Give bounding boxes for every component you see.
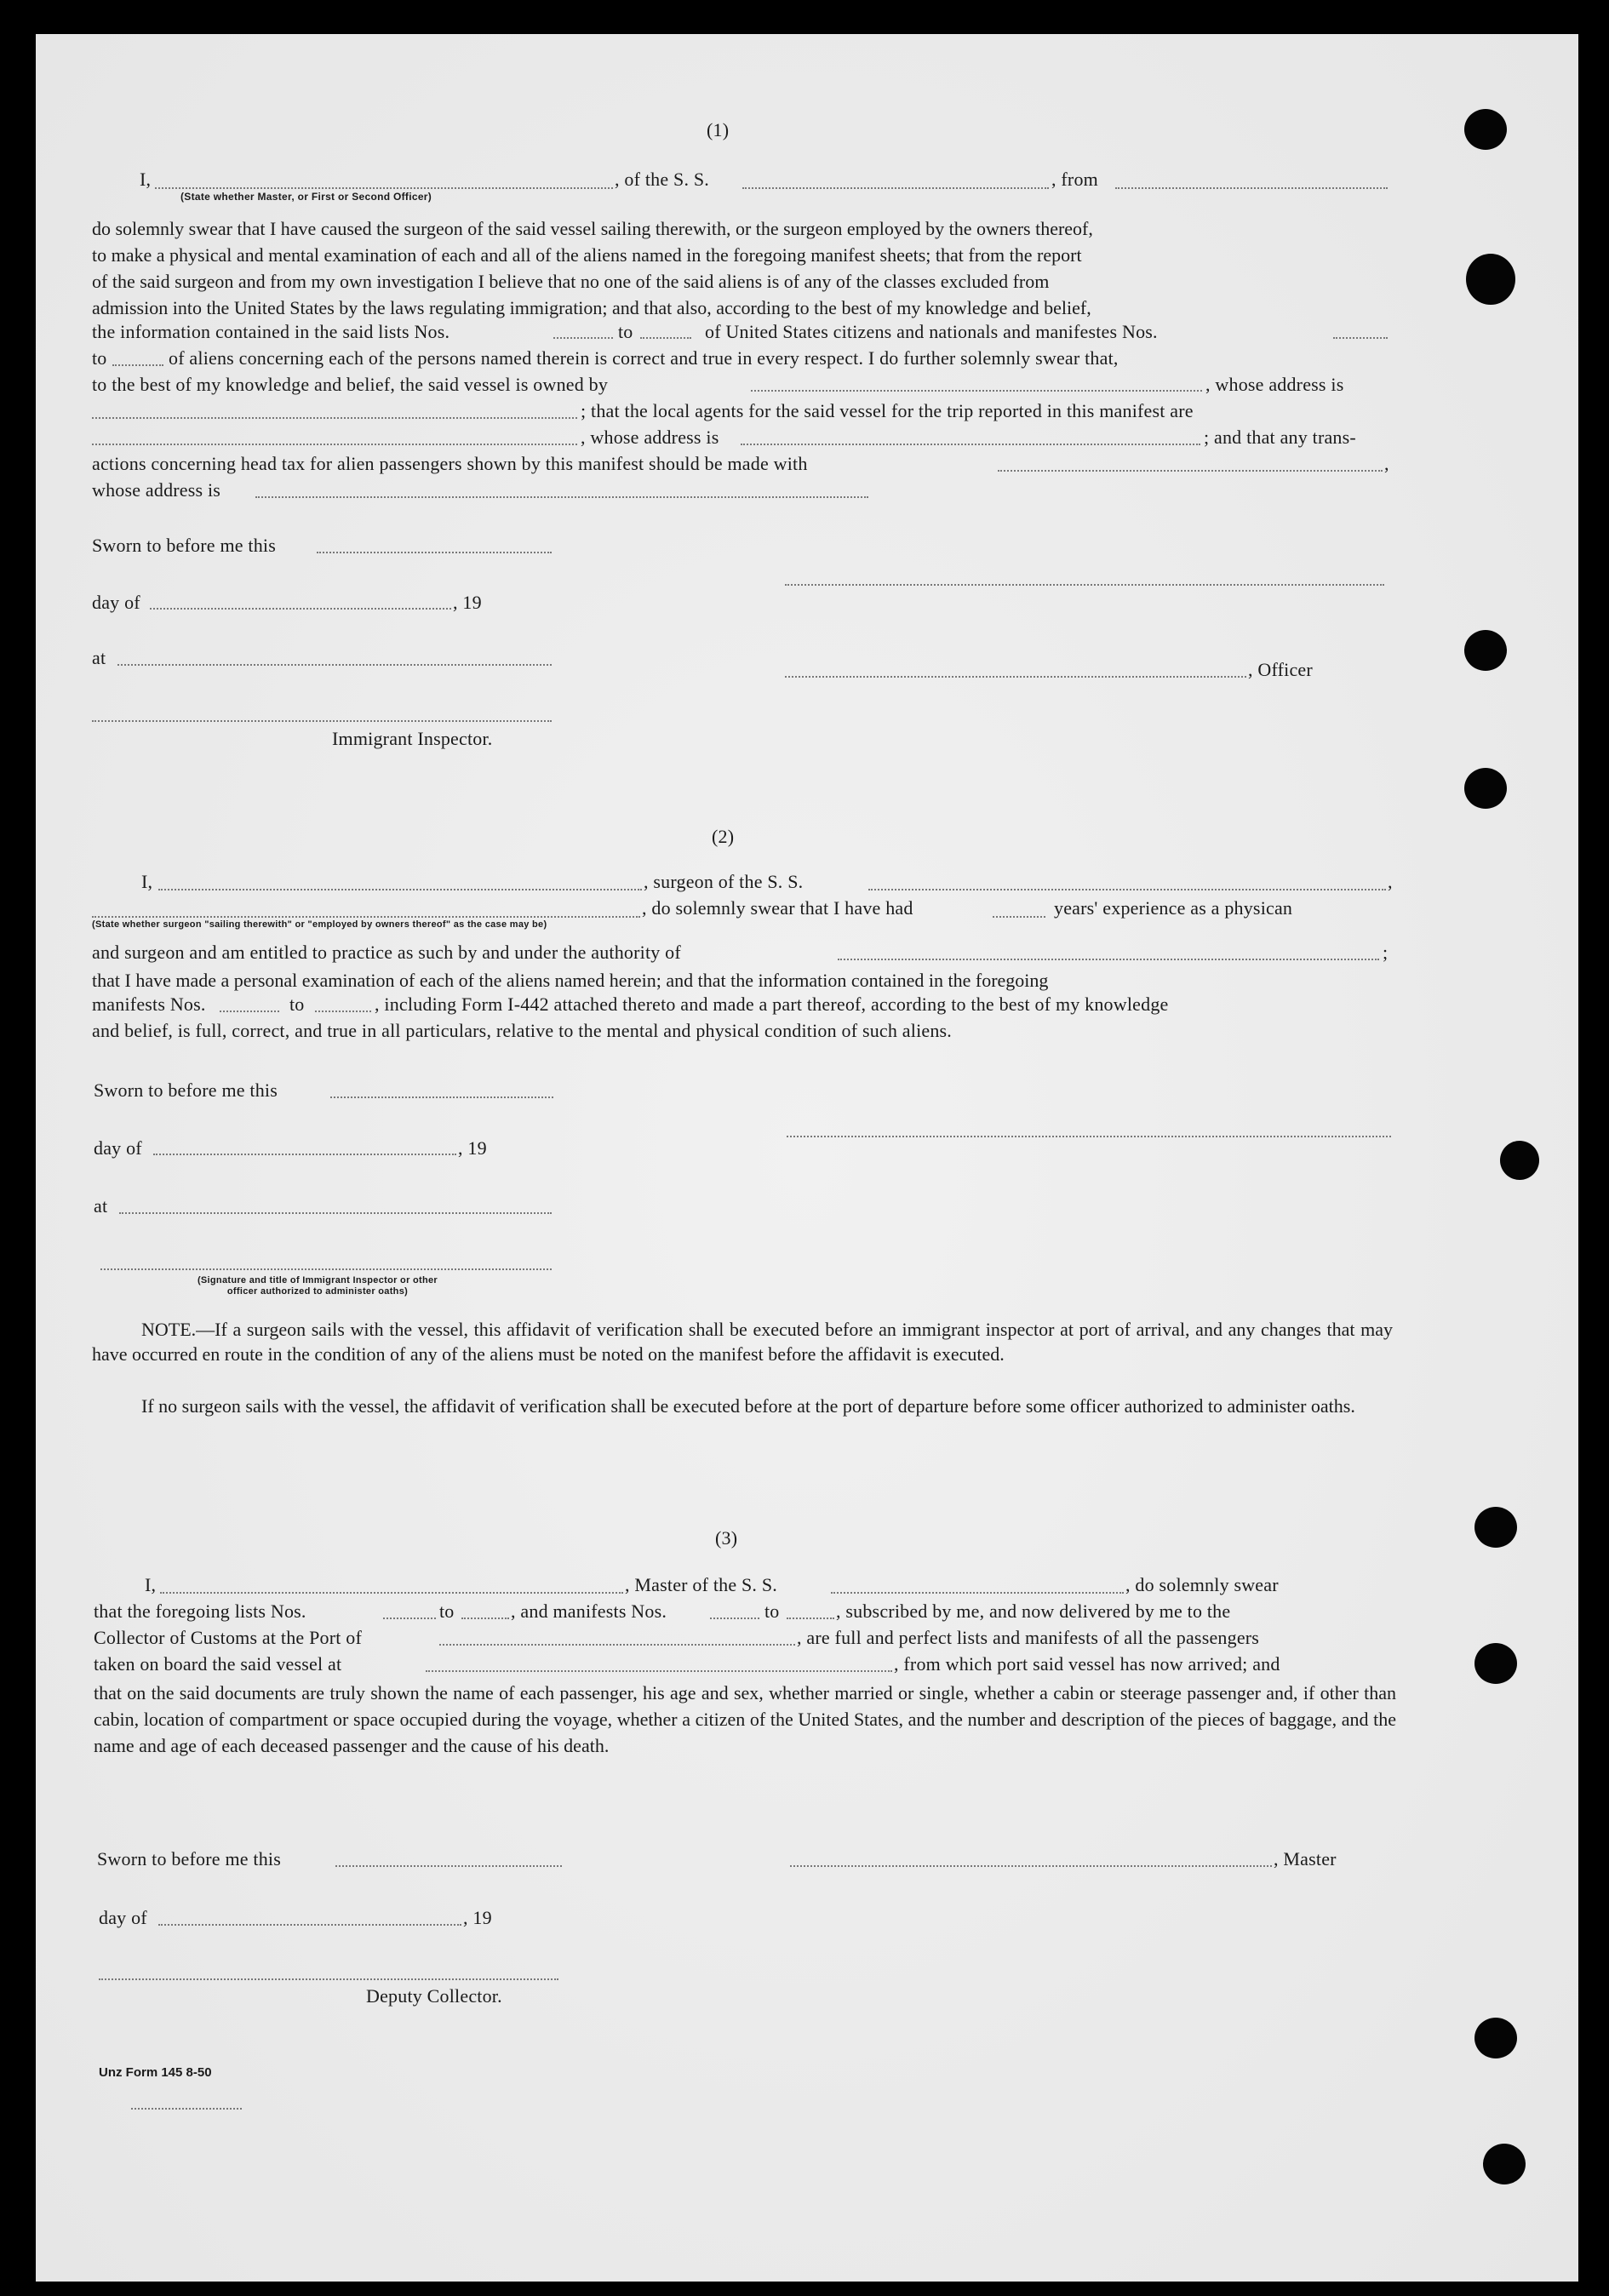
s3-swear-label: , do solemnly swear — [1125, 1574, 1279, 1595]
s2-to-label: to — [289, 993, 305, 1015]
s2-years-label: years' experience as a physican — [1054, 897, 1293, 919]
s3-manifest-to-field[interactable] — [787, 1618, 834, 1619]
semicolon-text: ; — [1383, 942, 1389, 963]
surgeon-type-field[interactable] — [92, 916, 640, 918]
surgeon-name-field[interactable] — [158, 889, 642, 890]
s1-lists-label: the information contained in the said lists Nos. — [92, 321, 450, 342]
s1-at-label: at — [92, 647, 106, 668]
s2-vessel-field[interactable] — [868, 889, 1386, 890]
local-agents-field[interactable] — [92, 444, 577, 445]
punch-hole — [1464, 630, 1507, 671]
s3-sworn-day-field[interactable] — [335, 1865, 562, 1867]
vessel-name-field[interactable] — [742, 187, 1049, 189]
alien-manifest-to-field[interactable] — [112, 364, 163, 366]
s2-surgeon-of-label: , surgeon of the S. S. — [644, 871, 804, 892]
s3-year-label: , 19 — [463, 1907, 492, 1928]
signature-note-line: (Signature and title of Immigrant Inspector or other — [197, 1275, 438, 1285]
s3-day-of-label: day of — [99, 1907, 147, 1928]
note-text: NOTE.—If a surgeon sails with the vessel, this affidavit of verification shall be executed before an immigrant inspector at port of arrival, and any changes that may have occurred en route in the condition of any of the aliens must be noted on the manifest before the affidavit is executed. — [92, 1319, 1393, 1365]
body-line: of the said surgeon and from my own investigation I believe that no one of the said aliens is of any of the classes excluded from — [92, 271, 1050, 292]
punch-hole — [1474, 1507, 1517, 1548]
note-paragraph-1 — [92, 1317, 1393, 1366]
section-2-number: (2) — [712, 826, 735, 847]
s2-authority-label: and surgeon and am entitled to practice as such by and under the authority of — [92, 942, 681, 963]
s1-inspector-title: Immigrant Inspector. — [332, 728, 493, 749]
s1-month-field[interactable] — [150, 608, 451, 610]
s3-month-field[interactable] — [158, 1924, 461, 1926]
signature-note-line: officer authorized to administer oaths) — [226, 1286, 409, 1297]
citizen-list-to-field[interactable] — [640, 337, 691, 339]
vessel-owner-field[interactable] — [751, 390, 1202, 392]
punch-hole — [1474, 2018, 1517, 2058]
s1-from-label: , from — [1051, 169, 1098, 190]
s1-body-lines — [92, 215, 1389, 321]
s2-manifest-to-field[interactable] — [315, 1011, 371, 1012]
authority-field[interactable] — [838, 959, 1379, 960]
s1-sworn-day-field[interactable] — [317, 552, 552, 553]
note-text: If no surgeon sails with the vessel, the affidavit of verification shall be executed before at the port of departure before some officer authorized to administer oaths. — [141, 1395, 1355, 1417]
s1-signature-line-1[interactable] — [785, 584, 1384, 586]
note-paragraph-2 — [92, 1394, 1393, 1418]
officer-name-field[interactable] — [155, 187, 613, 189]
s3-full-lists-text: , are full and perfect lists and manifests of all the passengers — [797, 1627, 1260, 1648]
comma-text: , — [1384, 453, 1389, 474]
head-tax-address-field[interactable] — [255, 496, 868, 498]
s2-year-label: , 19 — [458, 1137, 487, 1159]
officer-rank-note: (State whether Master, or First or Second Officer) — [180, 191, 432, 203]
s3-list-to-field[interactable] — [461, 1618, 509, 1619]
manifest-affidavit-page — [36, 34, 1578, 2282]
s1-day-of-label: day of — [92, 592, 140, 613]
s3-vessel-field[interactable] — [831, 1592, 1124, 1594]
s1-inspector-signature-field[interactable] — [92, 720, 552, 722]
form-number: Unz Form 145 8-50 — [99, 2065, 212, 2080]
comma-text: , — [1388, 871, 1393, 892]
s3-subscribed-text: , subscribed by me, and now delivered by me to the — [836, 1600, 1231, 1622]
section-3-number: (3) — [715, 1527, 738, 1549]
punch-hole — [1464, 768, 1507, 809]
s3-sworn-label: Sworn to before me this — [97, 1848, 282, 1869]
s2-at-label: at — [94, 1195, 108, 1217]
punch-hole — [1464, 109, 1507, 150]
deputy-collector-title: Deputy Collector. — [366, 1985, 502, 2007]
master-name-field[interactable] — [160, 1592, 623, 1594]
s3-body-paragraph — [94, 1680, 1396, 1759]
s3-to-label: to — [439, 1600, 455, 1622]
master-signature-field[interactable] — [790, 1865, 1272, 1867]
port-of-embarkation-field[interactable] — [426, 1670, 892, 1672]
surgeon-type-note: (State whether surgeon "sailing therewith" or "employed by owners thereof" as the case may be) — [92, 919, 547, 930]
body-line: do solemnly swear that I have caused the surgeon of the said vessel sailing therewith, or the surgeon employed by the owners thereof, — [92, 218, 1093, 239]
s2-sworn-label: Sworn to before me this — [94, 1079, 278, 1101]
s3-to-label-2: to — [764, 1600, 780, 1622]
s2-sworn-day-field[interactable] — [330, 1096, 553, 1098]
s2-manifests-label: manifests Nos. — [92, 993, 206, 1015]
s1-sworn-label: Sworn to before me this — [92, 535, 277, 556]
s3-arrived-text: , from which port said vessel has now arrived; and — [894, 1653, 1280, 1675]
s2-i-label: I, — [141, 871, 153, 892]
s2-day-of-label: day of — [94, 1137, 142, 1159]
s1-head-tax-text: actions concerning head tax for alien passengers shown by this manifest should be made with — [92, 453, 808, 474]
punch-hole — [1474, 1643, 1517, 1684]
punch-hole — [1483, 2144, 1526, 2184]
s3-manifest-from-field[interactable] — [710, 1618, 759, 1619]
s3-collector-label: Collector of Customs at the Port of — [94, 1627, 362, 1648]
agent-address-field[interactable] — [741, 444, 1200, 445]
s3-list-from-field[interactable] — [383, 1618, 436, 1619]
s3-master-of-label: , Master of the S. S. — [625, 1574, 777, 1595]
officer-title: , Officer — [1248, 659, 1313, 680]
s2-belief-line: and belief, is full, correct, and true in all particulars, relative to the mental and physical condition of such aliens. — [92, 1020, 953, 1041]
s1-owned-label: to the best of my knowledge and belief, the said vessel is owned by — [92, 374, 609, 395]
owner-address-field[interactable] — [92, 417, 577, 419]
punch-hole — [1466, 254, 1515, 305]
master-title: , Master — [1274, 1848, 1337, 1869]
s1-citizens-label: of United States citizens and nationals and manifestes Nos. — [705, 321, 1158, 342]
s3-body-text: that on the said documents are truly shown the name of each passenger, his age and sex, whether married or single, whether a cabin or steerage passenger and, if other than cabin, location of compartment or space occupied during the voyage, whether a citizen of the United States, and the number and description of the pieces of baggage, and the name and age of each deceased passenger and the cause of his death. — [94, 1682, 1396, 1756]
s1-aliens-text: of aliens concerning each of the persons named therein is correct and true in every respect. I do further solemnly swear that, — [169, 347, 1119, 369]
s2-manifest-from-field[interactable] — [220, 1011, 279, 1012]
alien-manifest-from-field[interactable] — [1333, 337, 1388, 339]
officer-signature-field[interactable] — [785, 676, 1246, 678]
s2-inspector-signature-field[interactable] — [100, 1268, 552, 1270]
body-line: admission into the United States by the laws regulating immigration; and that also, according to the best of my knowledge and belief, — [92, 297, 1091, 318]
s1-agent-address-label: , whose address is — [581, 427, 719, 448]
s1-agents-text: ; that the local agents for the said vessel for the trip reported in this manifest are — [581, 400, 1194, 421]
s1-address-label: , whose address is — [1205, 374, 1344, 395]
s2-swear-label: , do solemnly swear that I have had — [642, 897, 913, 919]
s1-i-label: I, — [140, 169, 152, 190]
years-experience-field[interactable] — [993, 916, 1045, 918]
s1-to-label: to — [618, 321, 633, 342]
punch-hole — [1500, 1141, 1539, 1180]
s3-lists-label: that the foregoing lists Nos. — [94, 1600, 306, 1622]
s2-month-field[interactable] — [153, 1154, 456, 1155]
citizen-list-from-field[interactable] — [553, 337, 613, 339]
s1-head-tax-address-label: whose address is — [92, 479, 221, 501]
body-line: to make a physical and mental examination of each and all of the aliens named in the foregoing manifest sheets; that from the report — [92, 244, 1082, 266]
section-1-number: (1) — [707, 119, 730, 140]
s3-manifests-label: , and manifests Nos. — [511, 1600, 667, 1622]
surgeon-signature-field[interactable] — [787, 1136, 1391, 1137]
s3-i-label: I, — [145, 1574, 157, 1595]
s2-form-text: , including Form I-442 attached thereto and made a part thereof, according to the best of my knowledge — [375, 993, 1169, 1015]
s1-of-ss-label: , of the S. S. — [615, 169, 709, 190]
deputy-signature-field[interactable] — [99, 1978, 558, 1980]
s2-place-field[interactable] — [119, 1212, 552, 1214]
s3-taken-label: taken on board the said vessel at — [94, 1653, 342, 1675]
s1-year-label: , 19 — [453, 592, 482, 613]
s2-examination-line: that I have made a personal examination of each of the aliens named herein; and that the information contained in the foregoing — [92, 970, 1049, 991]
head-tax-party-field[interactable] — [998, 470, 1383, 472]
departure-port-field[interactable] — [1115, 187, 1388, 189]
signature-title-note — [117, 1275, 518, 1297]
footer-rule — [131, 2108, 242, 2110]
s1-transactions-label: ; and that any trans- — [1204, 427, 1356, 448]
port-of-arrival-field[interactable] — [439, 1644, 795, 1646]
s1-place-field[interactable] — [117, 664, 552, 666]
s1-to-label-2: to — [92, 347, 107, 369]
